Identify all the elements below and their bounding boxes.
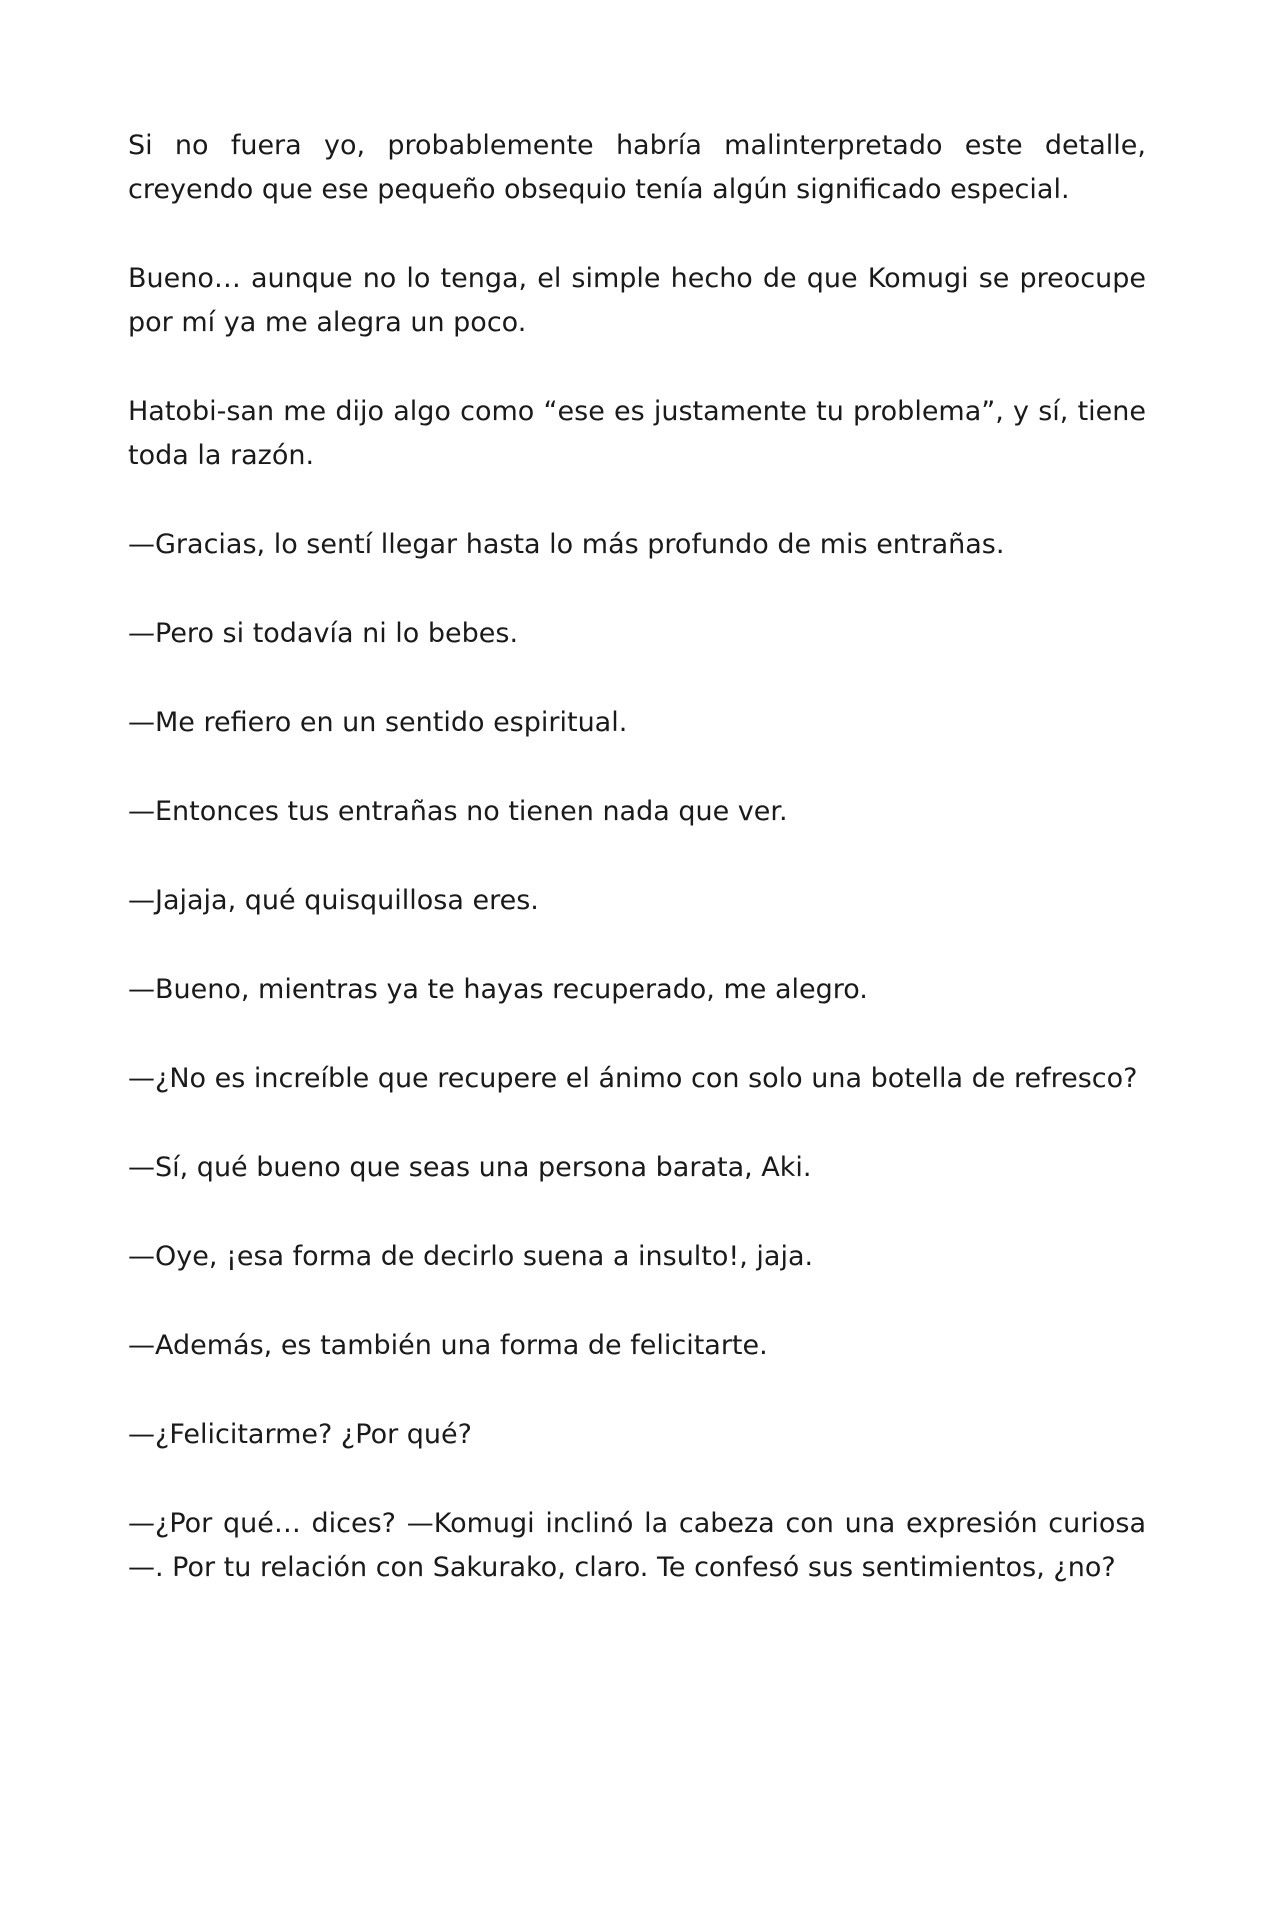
dialogue-line: —Me refiero en un sentido espiritual. — [128, 707, 628, 738]
paragraph: Bueno… aunque no lo tenga, el simple hecho de que Komugi se preocupe por mí ya me alegra un poco. — [128, 263, 1146, 338]
dialogue-line: —Sí, qué bueno que seas una persona barata, Aki. — [128, 1152, 812, 1183]
document-page — [128, 124, 1146, 1635]
dialogue-line: —Pero si todavía ni lo bebes. — [128, 618, 519, 649]
dialogue-line: —Además, es también una forma de felicitarte. — [128, 1330, 768, 1361]
dialogue-line: —Bueno, mientras ya te hayas recuperado, me alegro. — [128, 974, 868, 1005]
dialogue-line: —¿No es increíble que recupere el ánimo con solo una botella de refresco? — [128, 1063, 1138, 1094]
dialogue-line: —Jajaja, qué quisquillosa eres. — [128, 885, 539, 916]
dialogue-line: —¿Por qué… dices? —Komugi inclinó la cabeza con una expresión curiosa—. Por tu relación con Sakurako, claro. Te confesó sus sentimientos, ¿no? — [128, 1508, 1146, 1583]
dialogue-line: —¿Felicitarme? ¿Por qué? — [128, 1419, 472, 1450]
dialogue-line: —Oye, ¡esa forma de decirlo suena a insulto!, jaja. — [128, 1241, 814, 1272]
dialogue-line: —Entonces tus entrañas no tienen nada que ver. — [128, 796, 788, 827]
dialogue-line: —Gracias, lo sentí llegar hasta lo más profundo de mis entrañas. — [128, 529, 1005, 560]
paragraph: Si no fuera yo, probablemente habría malinterpretado este detalle, creyendo que ese pequeño obsequio tenía algún significado especial. — [128, 130, 1146, 205]
paragraph: Hatobi-san me dijo algo como “ese es justamente tu problema”, y sí, tiene toda la razón. — [128, 396, 1146, 471]
